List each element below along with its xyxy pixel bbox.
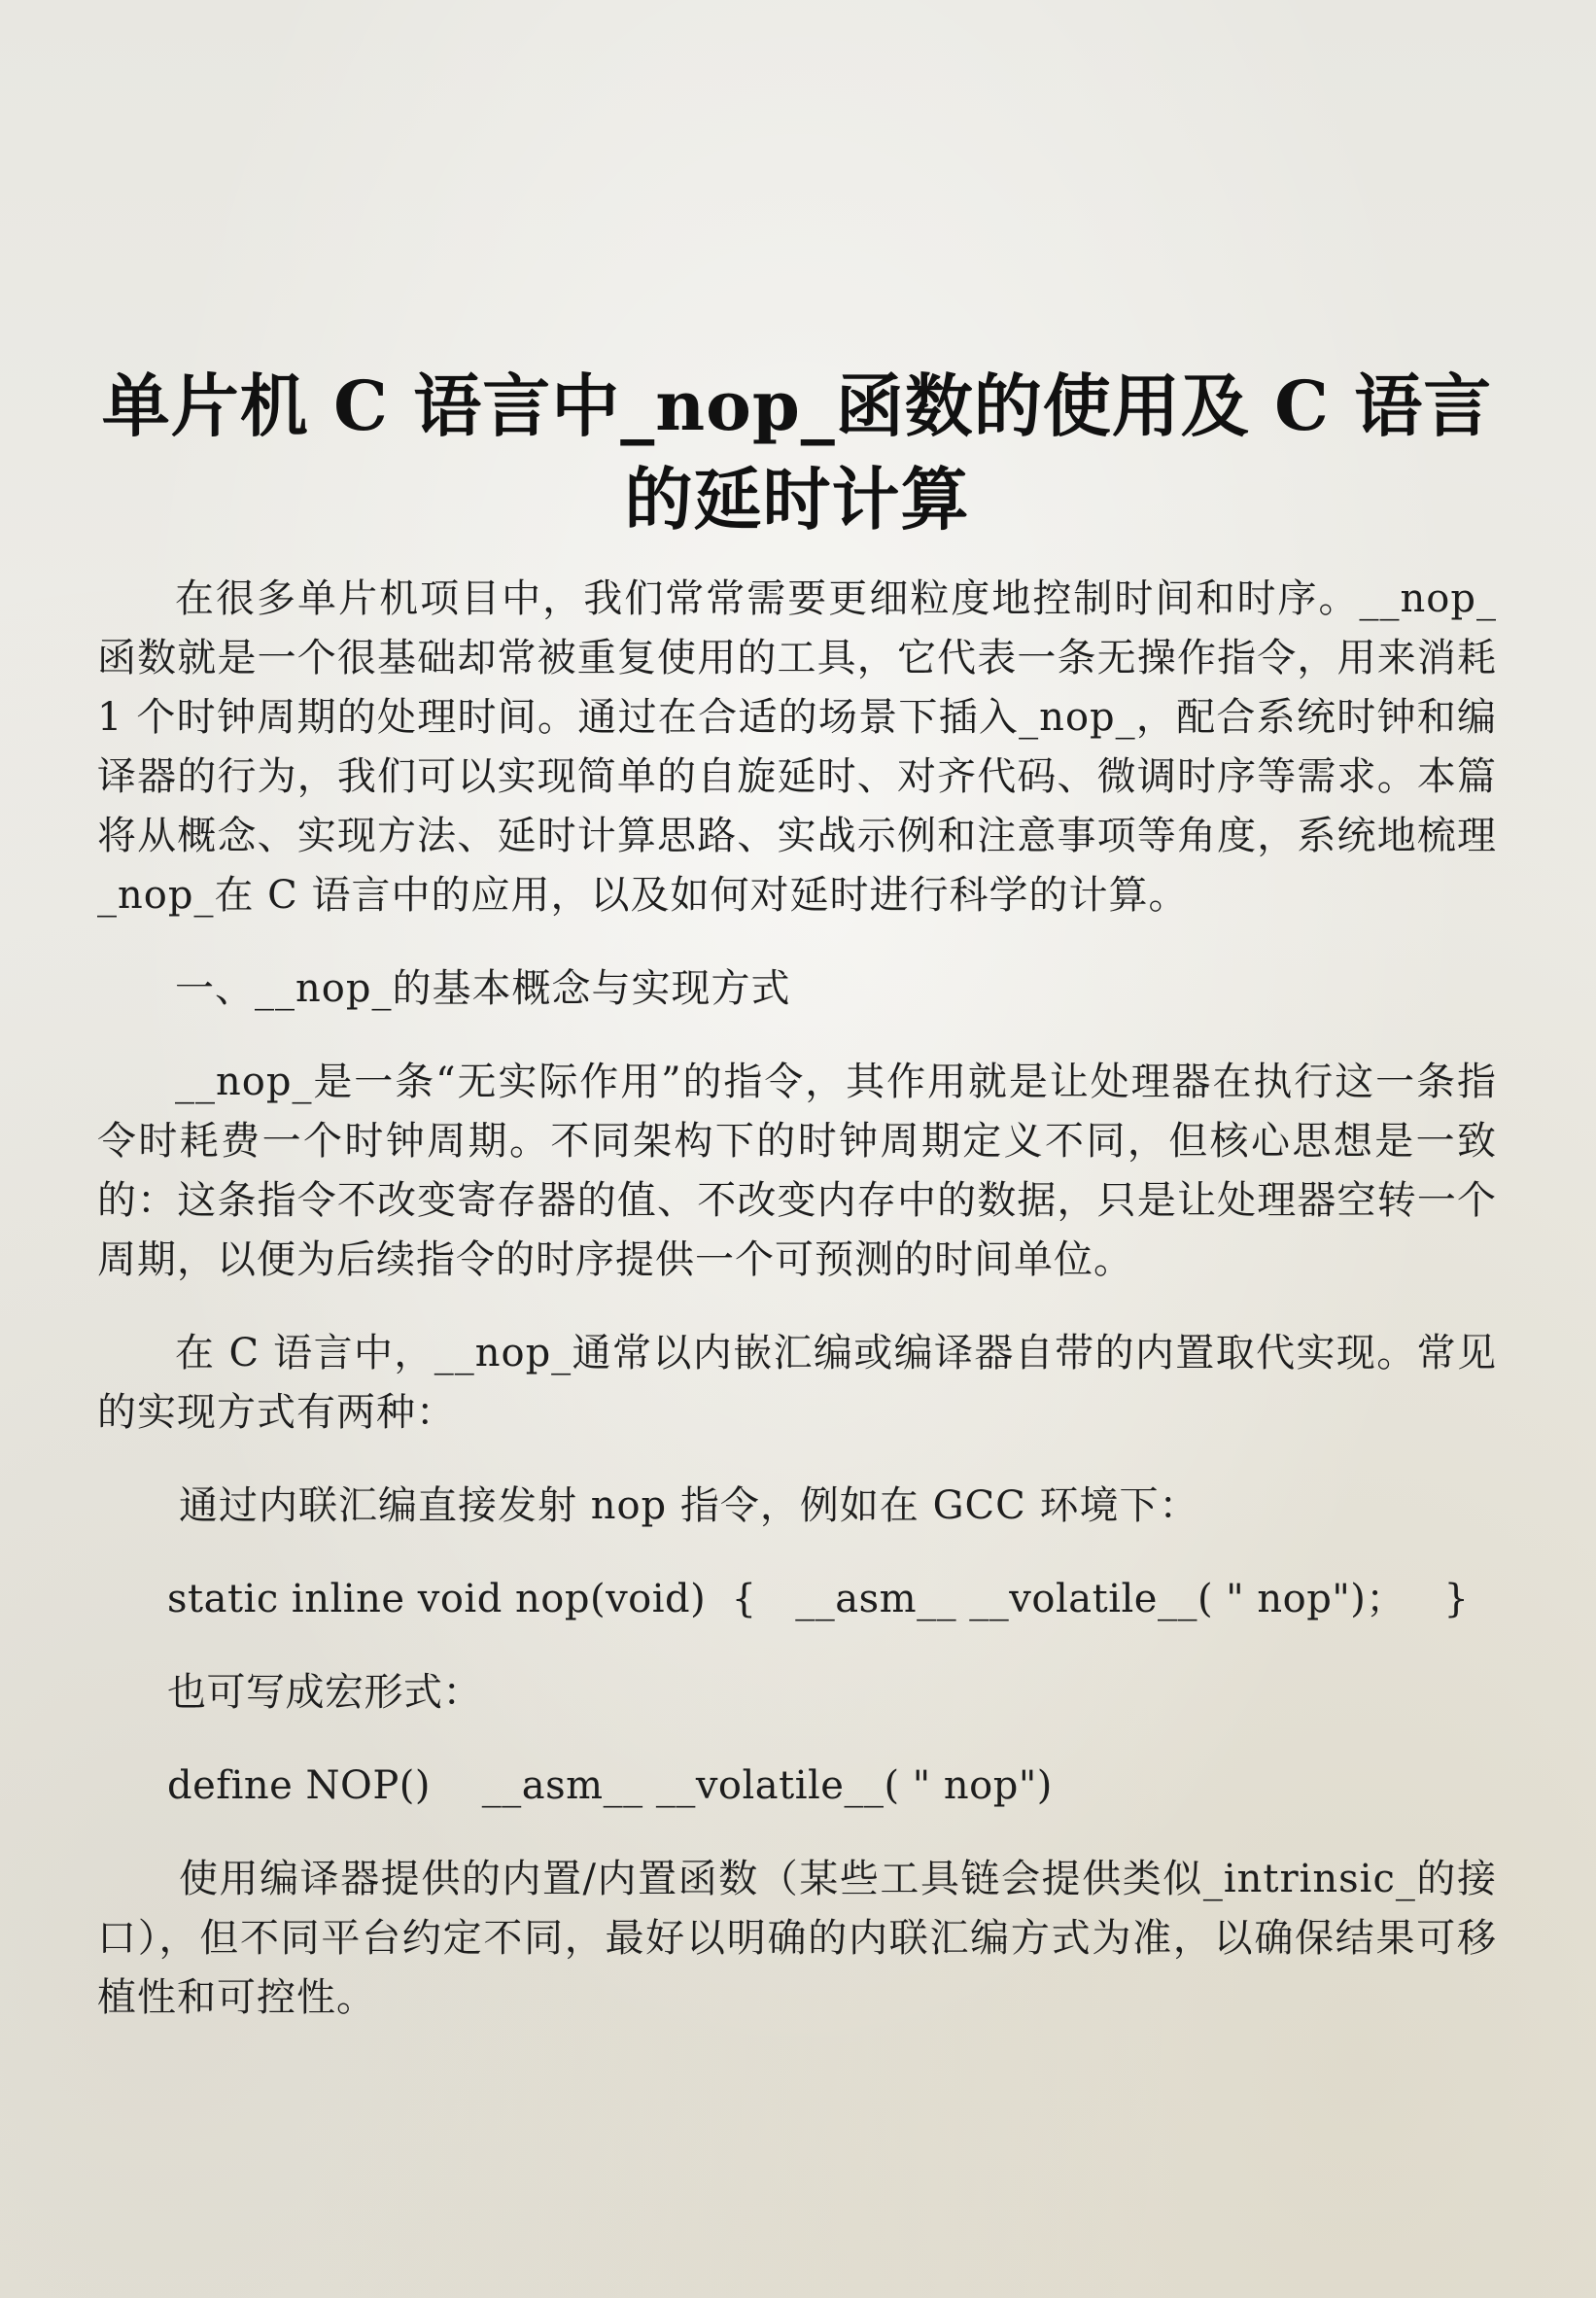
document-page [97,360,1497,2062]
code-macro-define: define NOP() __asm__ __volatile__( " nop") [167,1763,1053,1808]
intro-paragraph: 在很多单片机项目中，我们常常需要更细粒度地控制时间和时序。__nop_函数就是一个很基础却常被重复使用的工具，它代表一条无操作指令，用来消耗 1 个时钟周期的处理时间。通过在合适的场景下插入_nop_，配合系统时钟和编译器的行为，我们可以实现简单的自旋延时、对齐代码、微调时序等需求。本篇将从概念、实现方法、延时计算思路、实战示例和注意事项等角度，系统地梳理_nop_在 C 语言中的应用，以及如何对延时进行科学的计算。 [97,576,1497,918]
method-two-paragraph: 使用编译器提供的内置/内置函数（某些工具链会提供类似_intrinsic_的接口），但不同平台约定不同，最好以明确的内联汇编方式为准，以确保结果可移植性和可控性。 [97,1857,1497,2020]
section-heading: 一、__nop_的基本概念与实现方式 [175,966,791,1011]
concept-paragraph: __nop_是一条“无实际作用”的指令，其作用就是让处理器在执行这一条指令时耗费一个时钟周期。不同架构下的时钟周期定义不同，但核心思想是一致的：这条指令不改变寄存器的值、不改变内存中的数据，只是让处理器空转一个周期，以便为后续指令的时序提供一个可预测的时间单位。 [97,1060,1497,1282]
implementation-paragraph: 在 C 语言中，__nop_通常以内嵌汇编或编译器自带的内置取代实现。常见的实现方式有两种： [97,1331,1497,1435]
document-title: 单片机 C 语言中_nop_函数的使用及 C 语言的延时计算 [101,366,1493,540]
macro-note: 也可写成宏形式： [167,1670,482,1715]
method-one-paragraph: 通过内联汇编直接发射 nop 指令，例如在 GCC 环境下： [179,1483,1199,1528]
code-inline-function: static inline void nop(void) { __asm__ __volatile__( " nop")； } [167,1577,1470,1621]
